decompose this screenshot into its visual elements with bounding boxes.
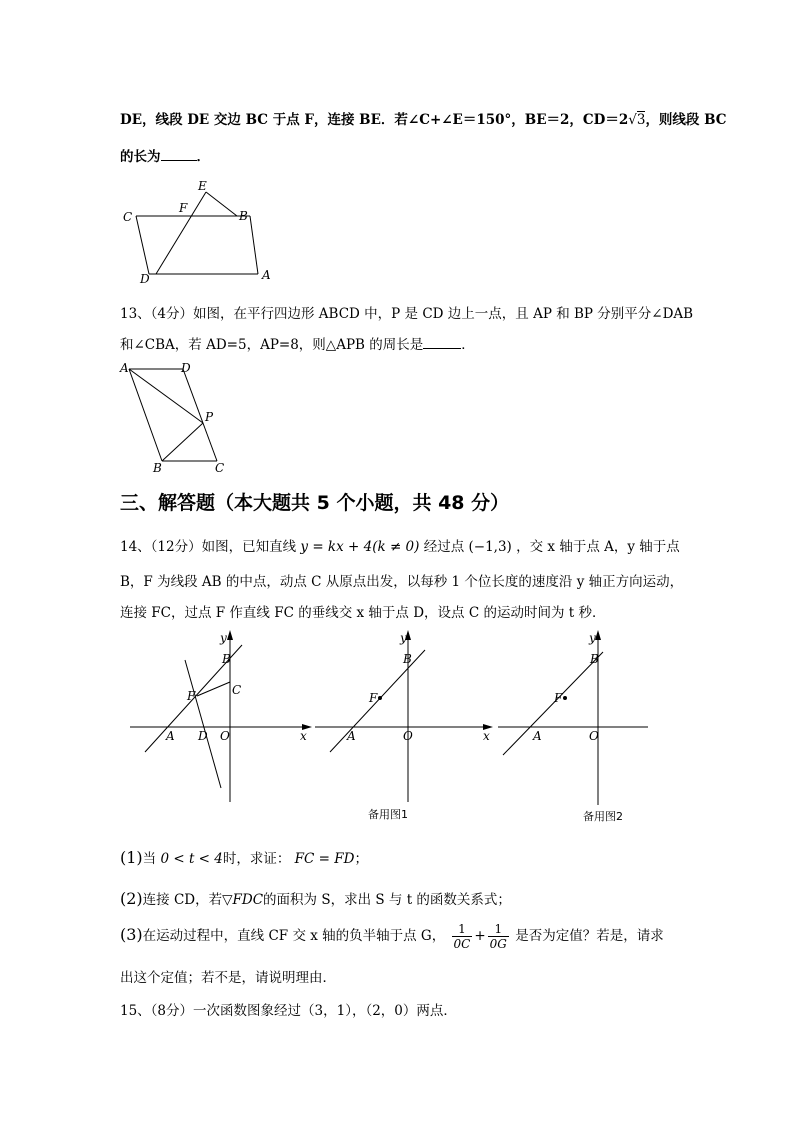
p14-q3-line2	[120, 966, 336, 986]
label-B: B	[590, 652, 599, 666]
p15-text: 15、（8分）一次函数图象经过（3，1），（2，0）两点．	[120, 1003, 457, 1019]
label-D: D	[181, 361, 191, 375]
p12-line1-end: ，则线段 BC	[645, 112, 727, 128]
label-D: D	[140, 272, 150, 286]
sqrt-symbol: √	[628, 112, 637, 128]
p14-point: (−1,3)	[468, 539, 512, 555]
label-y: y	[400, 631, 407, 645]
p13-line2-text: 和∠CBA，若 AD=5，AP=8，则△APB 的周长是	[120, 337, 424, 353]
label-E: E	[198, 179, 207, 193]
p14-line1	[120, 535, 680, 555]
answer-blank	[161, 148, 197, 161]
label-D: D	[198, 729, 208, 743]
q1-text-c: ；	[354, 851, 368, 867]
q1-number: (1)	[120, 848, 143, 867]
label-O: O	[589, 729, 599, 743]
caption-backup1: 备用图1	[368, 808, 408, 821]
q3-text-b: 是否为定值？若是，请求	[515, 928, 664, 944]
q1-text-a: 当	[142, 851, 157, 867]
frac1-denominator: 0C	[453, 937, 471, 951]
label-F: F	[187, 689, 196, 703]
caption-backup2: 备用图2	[583, 810, 623, 823]
q3-fraction-oc	[452, 922, 473, 951]
p14-line2	[120, 570, 683, 590]
p12-line1	[120, 108, 727, 128]
q1-text-b: 时，求证：	[222, 851, 291, 867]
p12-line1-text: DE，线段 DE 交边 BC 于点 F，连接 BE．若∠C+∠E＝150°，BE＝2，CD＝2	[120, 112, 629, 128]
p12-line2-text: 的长为	[120, 149, 161, 165]
label-A: A	[533, 729, 542, 743]
label-y: y	[589, 631, 596, 645]
p14-q2	[120, 888, 511, 908]
q2-text-b: 的面积为 S，求出 S 与 t 的函数关系式；	[263, 892, 511, 908]
p14-line1-b: 经过点	[423, 539, 465, 555]
label-C: C	[123, 210, 133, 224]
label-B: B	[222, 652, 231, 666]
label-A: A	[347, 729, 356, 743]
label-P: P	[205, 410, 214, 424]
frac2-denominator: 0G	[489, 937, 507, 951]
label-x: x	[483, 729, 490, 743]
label-F: F	[369, 691, 378, 705]
p14-formula: y = kx + 4(k ≠ 0)	[300, 539, 420, 555]
p15-line1	[120, 999, 457, 1019]
p13-figure	[115, 360, 235, 475]
q3-fraction-og	[488, 922, 509, 951]
label-x: x	[300, 729, 307, 743]
label-O: O	[403, 729, 413, 743]
p14-line3-text: 连接 FC，过点 F 作直线 FC 的垂线交 x 轴于点 D，设点 C 的运动时间为 t 秒．	[120, 605, 606, 621]
label-O: O	[220, 729, 230, 743]
q3-line2-text: 出这个定值；若不是，请说明理由．	[120, 970, 336, 986]
p13-line2	[120, 333, 475, 353]
label-A: A	[166, 729, 175, 743]
p14-line1-c: ，交 x 轴于点 A，y 轴于点	[516, 539, 680, 555]
q2-triangle: ▽FDC	[222, 892, 264, 908]
p13-line1-text: 13、（4分）如图，在平行四边形 ABCD 中，P 是 CD 边上一点，且 AP 和 BP 分别平分∠DAB	[120, 306, 694, 322]
p14-q1	[120, 847, 368, 867]
label-B: B	[239, 209, 248, 223]
frac2-numerator: 1	[488, 922, 509, 937]
q2-number: (2)	[120, 889, 143, 908]
p14-figure-backup1	[315, 630, 500, 825]
label-C: C	[232, 683, 242, 697]
q2-text-a: 连接 CD，若	[142, 892, 223, 908]
label-B: B	[403, 652, 412, 666]
q3-text-a: 在运动过程中，直线 CF 交 x 轴的负半轴于点 G，	[142, 928, 446, 944]
q1-equation: FC = FD	[294, 851, 355, 867]
q1-condition: 0 < t < 4	[160, 851, 223, 867]
p12-figure	[115, 175, 285, 285]
p12-sqrt-value: 3	[636, 112, 646, 128]
answer-blank	[423, 336, 461, 349]
frac1-numerator: 1	[452, 922, 473, 937]
p14-line1-a: 14、（12分）如图，已知直线	[120, 539, 297, 555]
label-C: C	[215, 461, 225, 475]
p13-line2-end: ．	[461, 337, 475, 353]
q3-plus: +	[474, 928, 486, 944]
p12-line2-end: ．	[196, 149, 210, 165]
label-F: F	[179, 201, 188, 215]
p12-line2	[120, 145, 210, 165]
p14-figure-backup2	[498, 630, 663, 830]
p14-q3	[120, 922, 664, 951]
p14-line2-text: B，F 为线段 AB 的中点，动点 C 从原点出发，以每秒 1 个位长度的速度沿 y 轴正方向运动，	[120, 574, 684, 590]
p13-line1	[120, 302, 693, 322]
label-A: A	[262, 268, 271, 282]
section-title: 三、解答题（本大题共 5 个小题，共 48 分）	[120, 492, 510, 514]
q3-number: (3)	[120, 925, 143, 944]
label-y: y	[220, 631, 227, 645]
label-F: F	[554, 691, 563, 705]
label-A: A	[120, 361, 129, 375]
p14-figure-main	[130, 630, 315, 805]
p14-line3	[120, 601, 605, 621]
label-B: B	[153, 461, 162, 475]
